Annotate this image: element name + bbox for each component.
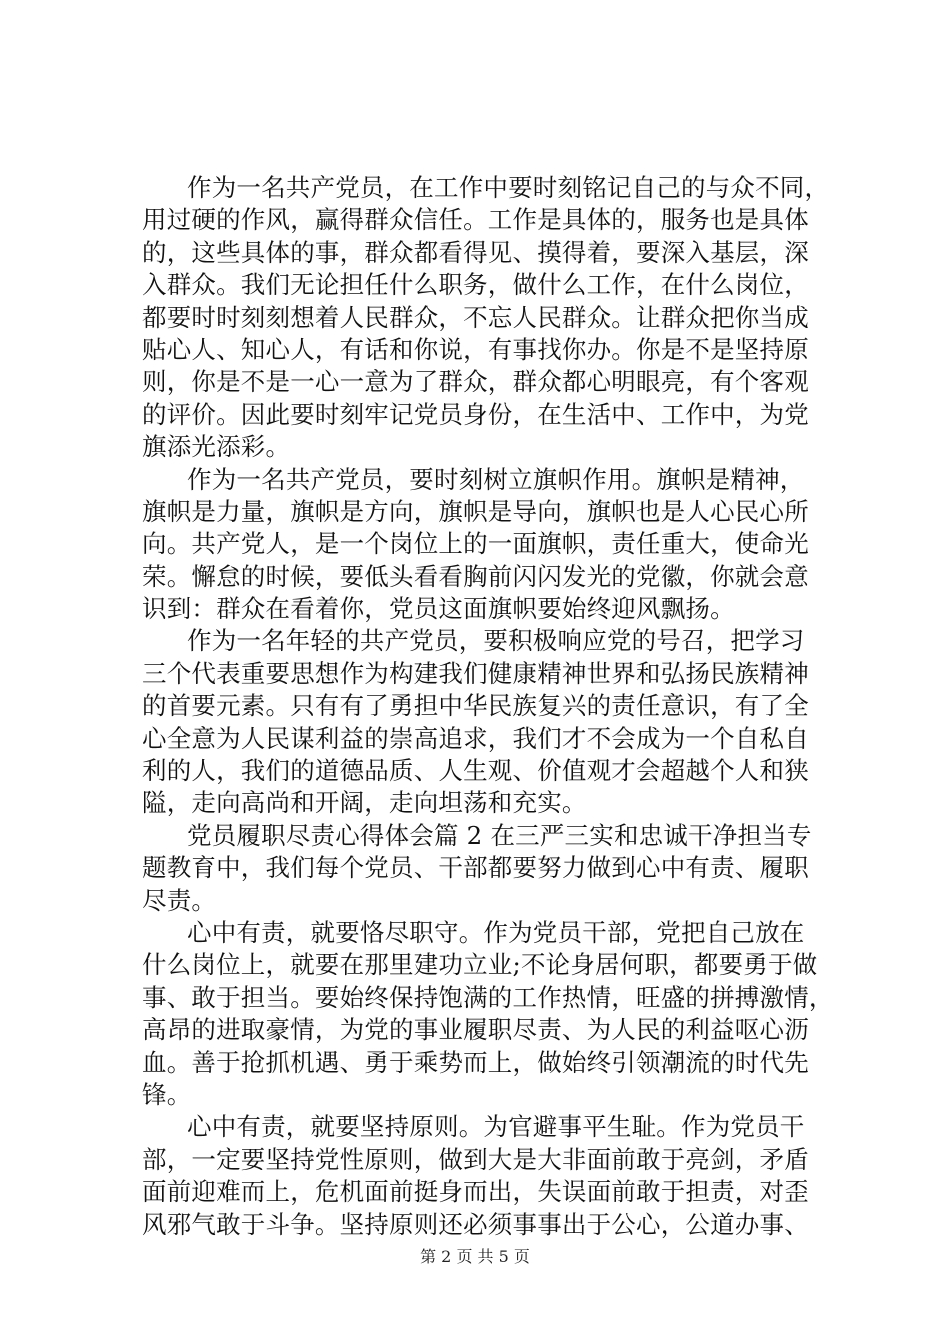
document-body bbox=[142, 172, 832, 1241]
text-line: 的首要元素。只有有了勇担中华民族复兴的责任意识，有了全 bbox=[142, 691, 809, 721]
text-line: 部，一定要坚持党性原则，做到大是大非面前敢于亮剑，矛盾 bbox=[142, 1144, 809, 1174]
text-line: 识到：群众在看着你，党员这面旗帜要始终迎风飘扬。 bbox=[142, 594, 735, 624]
text-line: 心全意为人民谋利益的崇高追求，我们才不会成为一个自私自 bbox=[142, 723, 809, 753]
text-line: 荣。懈怠的时候，要低头看看胸前闪闪发光的党徽，你就会意 bbox=[142, 561, 809, 591]
paragraph-first-line: 作为一名共产党员，在工作中要时刻铭记自己的与众不同， bbox=[187, 173, 830, 202]
text-line: 高昂的进取豪情，为党的事业履职尽责、为人民的利益呕心沥 bbox=[142, 1015, 809, 1045]
text-line: 隘，走向高尚和开阔，走向坦荡和充实。 bbox=[142, 788, 587, 818]
page-footer: 第 2 页 共 5 页 bbox=[420, 1247, 530, 1266]
text-line: 什么岗位上，就要在那里建功立业;不论身居何职，都要勇于做 bbox=[142, 950, 818, 980]
text-line: 旗帜是力量，旗帜是方向，旗帜是导向，旗帜也是人心民心所 bbox=[142, 496, 809, 526]
paragraph-first-line: 党员履职尽责心得体会篇 2 在三严三实和忠诚干净担当专 bbox=[187, 820, 812, 850]
text-line: 的评价。因此要时刻牢记党员身份，在生活中、工作中，为党 bbox=[142, 399, 809, 429]
text-line: 题教育中，我们每个党员、干部都要努力做到心中有责、履职 bbox=[142, 853, 809, 883]
text-line: 旗添光添彩。 bbox=[142, 432, 291, 462]
text-line: 则，你是不是一心一意为了群众，群众都心明眼亮，有个客观 bbox=[142, 367, 809, 397]
paragraph-first-line: 作为一名年轻的共产党员，要积极响应党的号召，把学习 bbox=[187, 626, 805, 656]
text-line: 血。善于抢抓机遇、勇于乘势而上，做始终引领潮流的时代先 bbox=[142, 1047, 809, 1077]
text-line: 贴心人、知心人，有话和你说，有事找你办。你是不是坚持原 bbox=[142, 334, 809, 364]
text-line: 三个代表重要思想作为构建我们健康精神世界和弘扬民族精神 bbox=[142, 658, 809, 688]
paragraph-first-line: 作为一名共产党员，要时刻树立旗帜作用。旗帜是精神， bbox=[187, 464, 805, 494]
text-line: 用过硬的作风，赢得群众信任。工作是具体的，服务也是具体 bbox=[142, 205, 809, 235]
text-line: 向。共产党人，是一个岗位上的一面旗帜，责任重大，使命光 bbox=[142, 529, 809, 559]
text-line: 都要时时刻刻想着人民群众，不忘人民群众。让群众把你当成 bbox=[142, 302, 809, 332]
text-line: 入群众。我们无论担任什么职务，做什么工作，在什么岗位， bbox=[142, 270, 809, 300]
text-line: 锋。 bbox=[142, 1079, 192, 1109]
text-line: 尽责。 bbox=[142, 885, 217, 915]
text-line: 风邪气敢于斗争。坚持原则还必须事事出于公心，公道办事、 bbox=[142, 1209, 809, 1239]
text-line: 利的人，我们的道德品质、人生观、价值观才会超越个人和狭 bbox=[142, 756, 809, 786]
text-line: 面前迎难而上，危机面前挺身而出，失误面前敢于担责，对歪 bbox=[142, 1177, 809, 1207]
paragraph-first-line: 心中有责，就要恪尽职守。作为党员干部，党把自己放在 bbox=[187, 917, 805, 947]
text-line: 事、敢于担当。要始终保持饱满的工作热情，旺盛的拼搏激情， bbox=[142, 982, 834, 1012]
text-line: 的，这些具体的事，群众都看得见、摸得着，要深入基层，深 bbox=[142, 237, 809, 267]
paragraph-first-line: 心中有责，就要坚持原则。为官避事平生耻。作为党员干 bbox=[187, 1112, 805, 1142]
